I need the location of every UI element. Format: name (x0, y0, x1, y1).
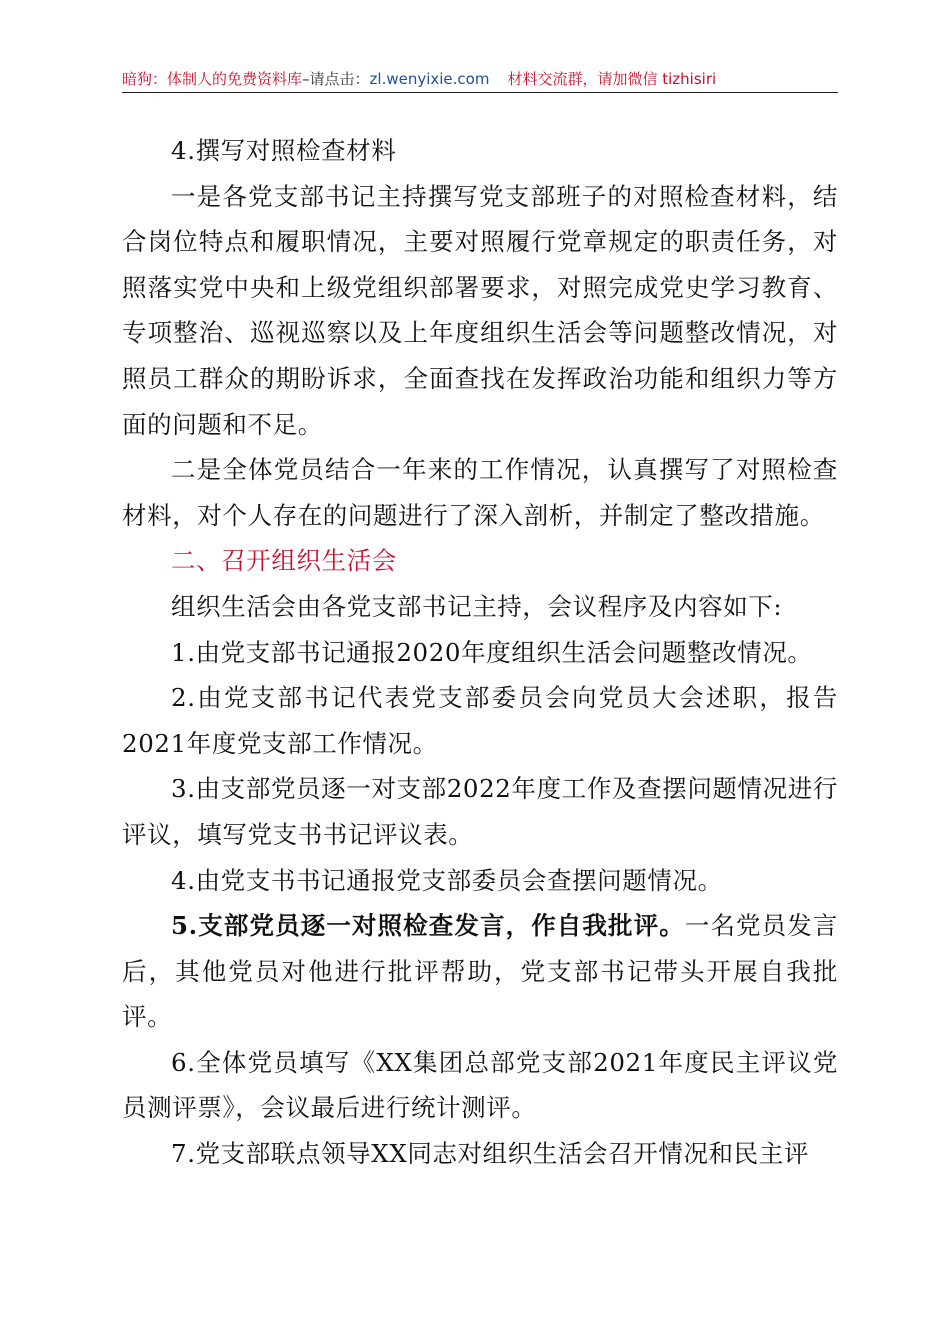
step-1: 1.由党支部书记通报2020年度组织生活会问题整改情况。 (171, 637, 813, 667)
step-3: 3.由支部党员逐一对支部2022年度工作及查摆问题情况进行评议，填写党支书书记评议表。 (122, 774, 838, 849)
paragraph-two: 二是全体党员结合一年来的工作情况，认真撰写了对照检查材料，对个人存在的问题进行了深入剖析，并制定了整改措施。 (122, 455, 838, 530)
header-click-prompt: –请点击： (302, 70, 370, 88)
header-url-link[interactable]: zl.wenyixie.com (369, 70, 490, 88)
step-2: 2.由党支部书记代表党支部委员会向党员大会述职，报告2021年度党支部工作情况。 (122, 683, 838, 758)
step-5-rest: 一名党员发言后，其他党员对他进行批评帮助，党支部书记带头开展自我批评。 (122, 911, 838, 1032)
step-5-bold-lead: 5.支部党员逐一对照检查发言，作自我批评。 (171, 911, 685, 941)
header-contact: 材料交流群，请加微信 tizhisiri (507, 70, 717, 88)
paragraph-one: 一是各党支部书记主持撰写党支部班子的对照检查材料，结合岗位特点和履职情况，主要对照履行党章规定的职责任务，对照落实党中央和上级党组织部署要求，对照完成党史学习教育、专项整治、巡视巡察以及上年度组织生活会等问题整改情况，对照员工群众的期盼诉求，全面查找在发挥政治功能和组织力等方面的问题和不足。 (122, 181, 838, 439)
step-5 (122, 903, 838, 1040)
step-4: 4.由党支书书记通报党支部委员会查摆问题情况。 (171, 865, 723, 895)
document-body (122, 128, 838, 1177)
page-header (122, 66, 838, 93)
header-site-name: 暗狗：体制人的免费资料库 (122, 70, 303, 88)
section-heading: 二、召开组织生活会 (171, 546, 397, 576)
step-6: 6.全体党员填写《XX集团总部党支部2021年度民主评议党员测评票》，会议最后进行统计测评。 (122, 1047, 838, 1123)
meeting-intro: 组织生活会由各党支部书记主持，会议程序及内容如下: (171, 591, 783, 621)
item4-title: 4.撰写对照检查材料 (171, 136, 397, 165)
step-7: 7.党支部联点领导XX同志对组织生活会召开情况和民主评 (171, 1139, 809, 1169)
